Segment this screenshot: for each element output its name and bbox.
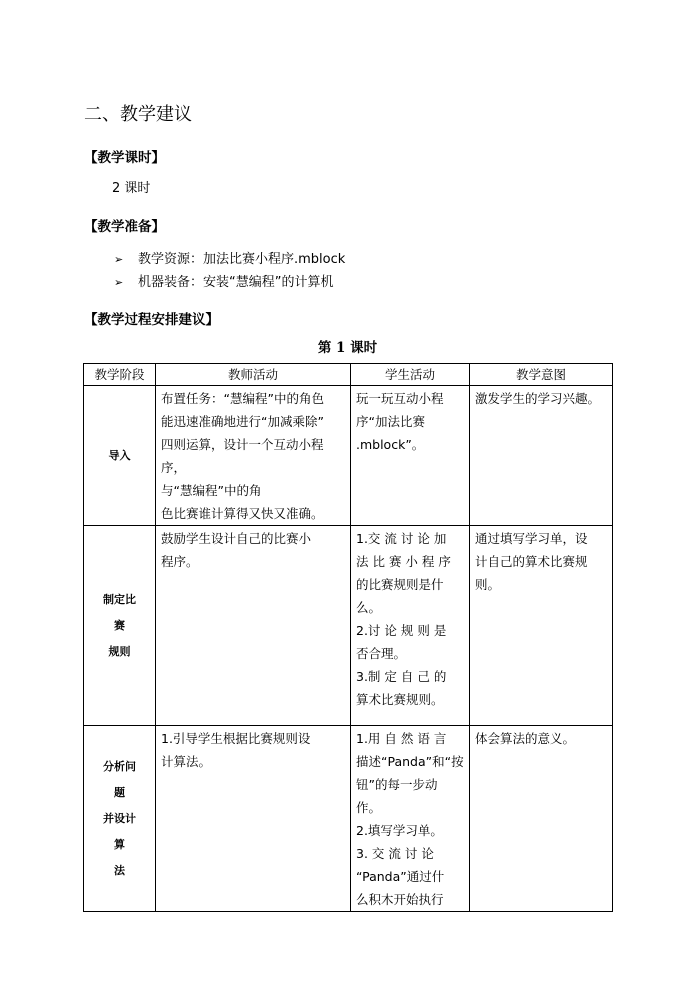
student-activity-line: 么。 bbox=[356, 600, 382, 615]
student-activity-line: 3. 交 流 讨 论 bbox=[356, 846, 434, 861]
class-hours-value: 2 课时 bbox=[112, 181, 151, 196]
teacher-activity-cell bbox=[156, 526, 351, 726]
teacher-activity-line: 1.引导学生根据比赛规则设 bbox=[161, 731, 311, 746]
intent-cell bbox=[470, 526, 613, 726]
stage-text: 法 bbox=[114, 863, 125, 877]
process-heading: 【教学过程安排建议】 bbox=[84, 312, 219, 328]
stage-text: 导入 bbox=[108, 448, 131, 462]
student-activity-line: 法 比 赛 小 程 序 bbox=[356, 554, 451, 569]
student-activity-line: 2.讨 论 规 则 是 bbox=[356, 623, 447, 638]
preparation-item-text: 教学资源：加法比赛小程序.mblock bbox=[138, 252, 346, 267]
preparation-heading: 【教学准备】 bbox=[84, 219, 165, 235]
lesson-plan-table bbox=[83, 363, 613, 912]
column-header: 学生活动 bbox=[351, 364, 470, 386]
table-row bbox=[84, 726, 613, 912]
stage-text: 制定比赛 bbox=[103, 592, 136, 632]
student-activity-line: 作。 bbox=[356, 800, 382, 815]
section-title: 二、教学建议 bbox=[84, 104, 192, 125]
lesson-caption: 第 1 课时 bbox=[317, 340, 378, 356]
stage-cell bbox=[84, 726, 156, 912]
intent-line: 通过填写学习单，设 bbox=[475, 531, 588, 546]
column-header: 教学阶段 bbox=[84, 364, 156, 386]
teacher-activity-cell bbox=[156, 386, 351, 526]
table-row bbox=[84, 526, 613, 726]
student-activity-line: .mblock”。 bbox=[356, 437, 425, 452]
intent-cell bbox=[470, 386, 613, 526]
table-header-row bbox=[84, 364, 613, 386]
student-activity-cell bbox=[351, 386, 470, 526]
teacher-activity-line: 与“慧编程”中的角 bbox=[161, 483, 262, 498]
teacher-activity-line: 程序。 bbox=[161, 554, 199, 569]
intent-line: 体会算法的意义。 bbox=[475, 731, 576, 746]
teacher-activity-line: 能迅速准确地进行“加减乘除” bbox=[161, 414, 324, 429]
teacher-activity-line: 计算法。 bbox=[161, 754, 212, 769]
student-activity-line: 3.制 定 自 己 的 bbox=[356, 669, 447, 684]
student-activity-line: 钮”的每一步动 bbox=[356, 777, 438, 792]
student-activity-line: 描述“Panda”和“按 bbox=[356, 754, 464, 769]
stage-cell bbox=[84, 526, 156, 726]
student-activity-line: 1.用 自 然 语 言 bbox=[356, 731, 447, 746]
student-activity-line: 么积木开始执行 bbox=[356, 892, 444, 907]
student-activity-line: 玩一玩互动小程 bbox=[356, 391, 444, 406]
student-activity-line: 否合理。 bbox=[356, 646, 407, 661]
list-item bbox=[114, 271, 345, 294]
student-activity-cell bbox=[351, 526, 470, 726]
intent-cell bbox=[470, 726, 613, 912]
arrow-bullet-icon: ➢ bbox=[114, 276, 124, 289]
intent-line: 计自己的算术比赛规 bbox=[475, 554, 588, 569]
intent-line: 激发学生的学习兴趣。 bbox=[475, 391, 601, 406]
intent-line: 则。 bbox=[475, 577, 501, 592]
column-header: 教师活动 bbox=[156, 364, 351, 386]
student-activity-line: 2.填写学习单。 bbox=[356, 823, 443, 838]
student-activity-line: 的比赛规则是什 bbox=[356, 577, 444, 592]
teacher-activity-line: 布置任务：“慧编程”中的角色 bbox=[161, 391, 324, 406]
stage-text: 分析问题 bbox=[103, 759, 136, 799]
teacher-activity-line: 鼓励学生设计自己的比赛小 bbox=[161, 531, 312, 546]
preparation-list bbox=[114, 248, 345, 294]
student-activity-line: “Panda”通过什 bbox=[356, 869, 445, 884]
column-header: 教学意图 bbox=[470, 364, 613, 386]
student-activity-line: 序“加法比赛 bbox=[356, 414, 425, 429]
stage-cell bbox=[84, 386, 156, 526]
teacher-activity-line: 色比赛谁计算得又快又准确。 bbox=[161, 506, 324, 521]
student-activity-line: 1.交 流 讨 论 加 bbox=[356, 531, 447, 546]
list-item bbox=[114, 248, 345, 271]
stage-text: 规则 bbox=[108, 644, 131, 658]
table-row bbox=[84, 386, 613, 526]
stage-text: 并设计算 bbox=[103, 811, 136, 851]
preparation-item-text: 机器装备：安装“慧编程”的计算机 bbox=[138, 275, 334, 290]
class-hours-heading: 【教学课时】 bbox=[84, 150, 165, 166]
teacher-activity-cell bbox=[156, 726, 351, 912]
arrow-bullet-icon: ➢ bbox=[114, 253, 124, 266]
student-activity-cell bbox=[351, 726, 470, 912]
student-activity-line: 算术比赛规则。 bbox=[356, 692, 444, 707]
teacher-activity-line: 四则运算，设计一个互动小程序， bbox=[161, 437, 324, 475]
